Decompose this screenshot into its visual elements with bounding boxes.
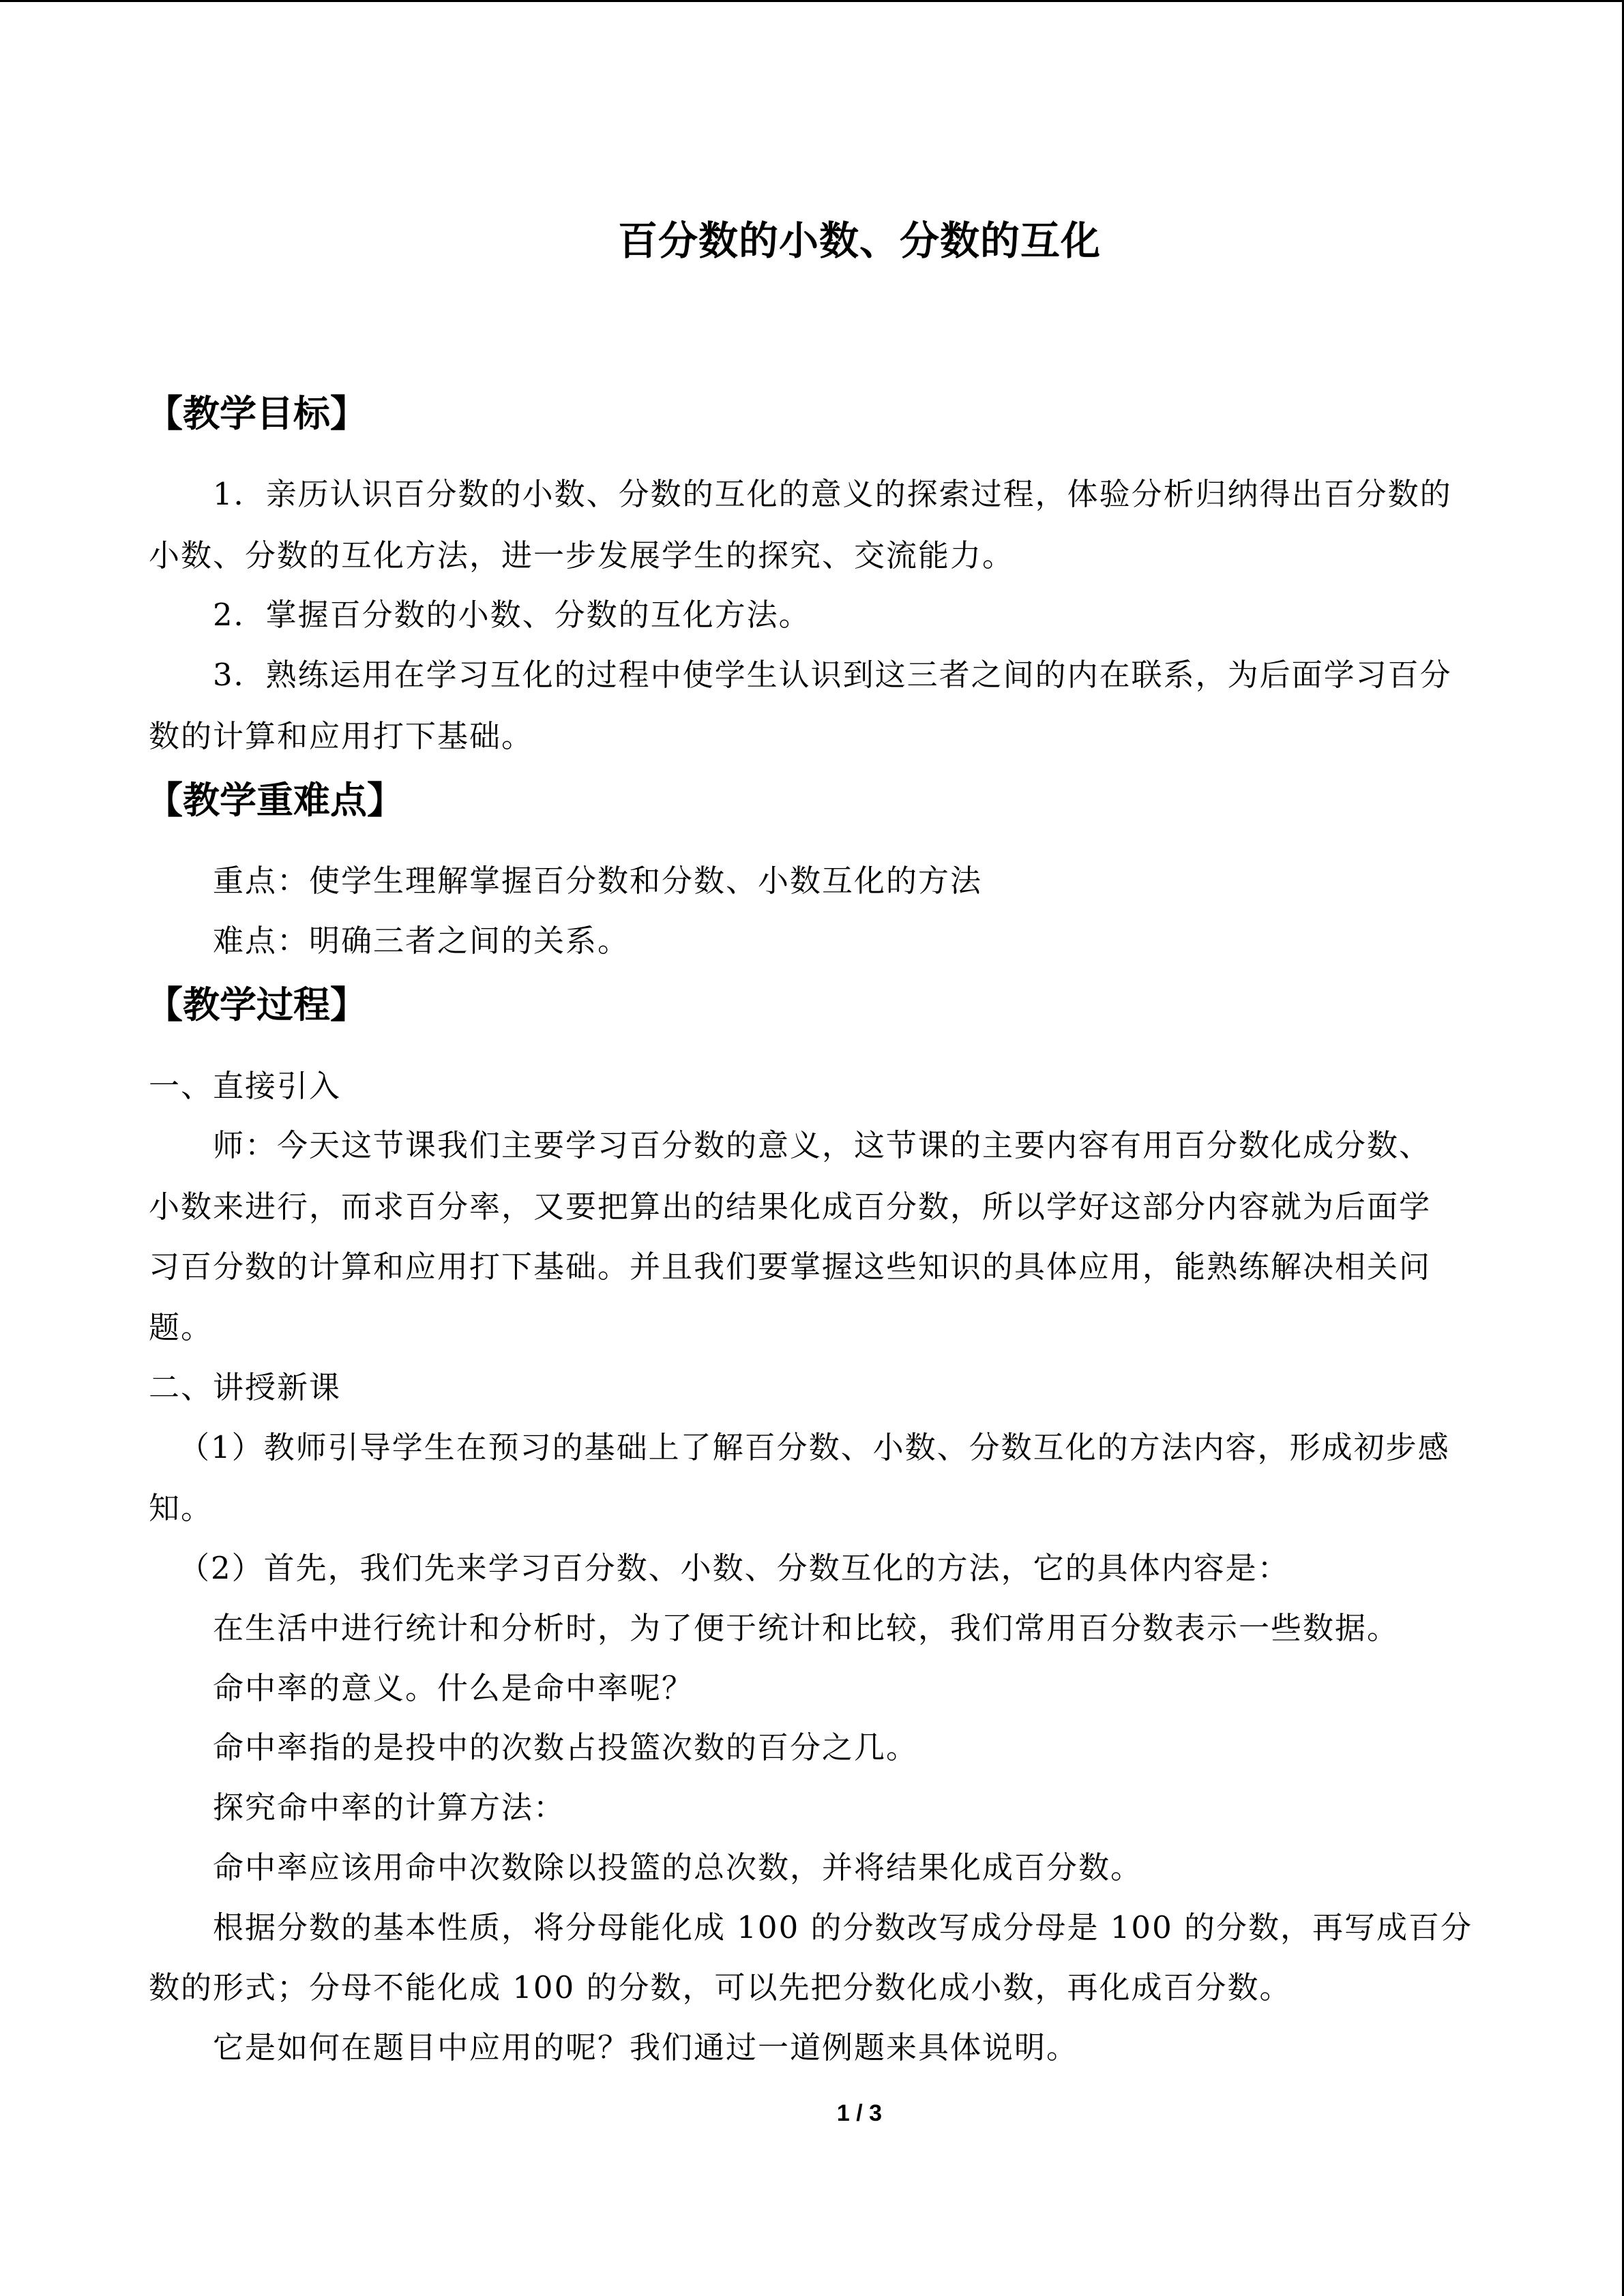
step-1-line-1: （1）教师引导学生在预习的基础上了解百分数、小数、分数互化的方法内容，形成初步感 [179,1429,1450,1465]
heading-process: 【教学过程】 [146,983,367,1026]
paragraph-hit-rate-definition: 命中率指的是投中的次数占投篮次数的百分之几。 [213,1729,919,1765]
paragraph-hit-rate-question: 命中率的意义。什么是命中率呢？ [213,1670,694,1706]
paragraph-fraction-property-line-2: 数的形式；分母不能化成 100 的分数，可以先把分数化成小数，再化成百分数。 [149,1969,1292,2006]
objective-3-line-2: 数的计算和应用打下基础。 [149,718,534,754]
objective-1-line-2: 小数、分数的互化方法，进一步发展学生的探究、交流能力。 [149,537,1015,573]
paragraph-example-intro: 它是如何在题目中应用的呢？我们通过一道例题来具体说明。 [213,2029,1079,2066]
part-1-line-2: 小数来进行，而求百分率，又要把算出的结果化成百分数，所以学好这部分内容就为后面学 [149,1189,1432,1225]
part-2-title: 二、讲授新课 [149,1369,342,1405]
document-title: 百分数的小数、分数的互化 [617,218,1101,264]
part-1-title: 一、直接引入 [149,1068,342,1104]
part-1-line-1: 师：今天这节课我们主要学习百分数的意义，这节课的主要内容有用百分数化成分数、 [213,1127,1432,1163]
page-number: 1 / 3 [836,2100,883,2126]
objective-1-line-1: 1．亲历认识百分数的小数、分数的互化的意义的探索过程，体验分析归纳得出百分数的 [213,476,1452,512]
heading-key-points: 【教学重难点】 [146,778,404,822]
paragraph-calculation: 命中率应该用命中次数除以投篮的总次数，并将结果化成百分数。 [213,1849,1143,1885]
paragraph-fraction-property-line-1: 根据分数的基本性质，将分母能化成 100 的分数改写成分母是 100 的分数，再写成百分 [213,1909,1473,1945]
step-1-line-2: 知。 [149,1490,213,1526]
objective-3-line-1: 3．熟练运用在学习互化的过程中使学生认识到这三者之间的内在联系，为后面学习百分 [213,657,1452,693]
paragraph-statistics: 在生活中进行统计和分析时，为了便于统计和比较，我们常用百分数表示一些数据。 [213,1610,1400,1646]
step-2: （2）首先，我们先来学习百分数、小数、分数互化的方法，它的具体内容是： [179,1550,1290,1586]
part-1-line-3: 习百分数的计算和应用打下基础。并且我们要掌握这些知识的具体应用，能熟练解决相关问 [149,1249,1432,1285]
heading-objectives: 【教学目标】 [146,391,367,435]
key-point-difficulty: 难点：明确三者之间的关系。 [213,923,630,959]
top-border [0,0,1624,2]
paragraph-explore-method: 探究命中率的计算方法： [213,1789,566,1825]
part-1-line-4: 题。 [149,1309,213,1345]
key-point-focus: 重点：使学生理解掌握百分数和分数、小数互化的方法 [213,863,983,899]
objective-2: 2．掌握百分数的小数、分数的互化方法。 [213,597,811,633]
